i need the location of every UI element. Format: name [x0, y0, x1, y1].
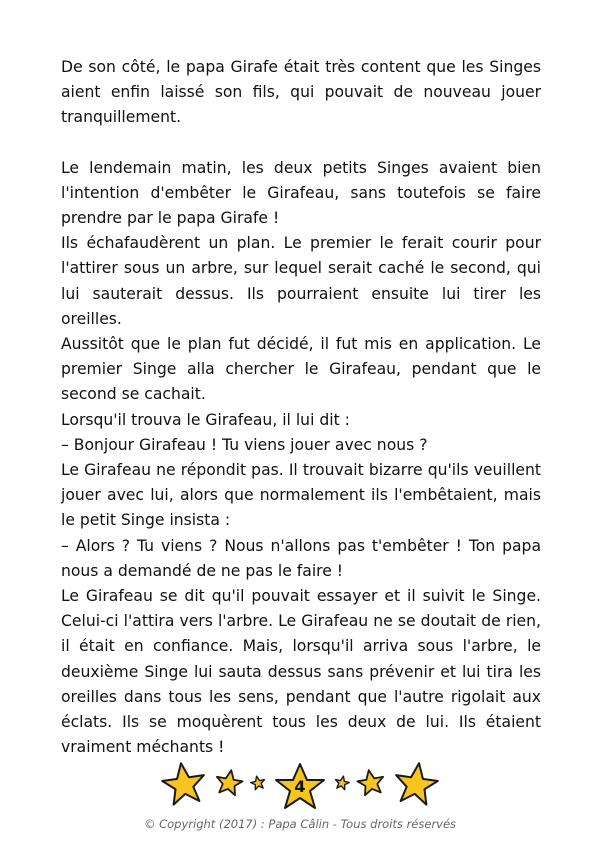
- star-icon: [393, 760, 440, 805]
- paragraph: Le Girafeau se dit qu'il pouvait essayer et il suivit le Singe. Celui-ci l'attira vers l'arbre. Le Girafeau ne se doutait de rien, il était en confiance. Mais, lorsqu'il arriva sous l'arbre, le deuxième Singe lui sauta dessus sans prévenir et lui tira les oreilles dans tous les sens, pendant que l'autre rigolait aux éclats. Ils se moquèrent tous les deux de lui. Ils étaient vraiment méchants !: [61, 587, 541, 757]
- dialogue-line: – Bonjour Girafeau ! Tu viens jouer avec nous ?: [61, 435, 428, 454]
- star-icon: [160, 760, 207, 805]
- page-number: 4: [294, 777, 306, 796]
- paragraph: De son côté, le papa Girafe était très content que les Singes aient enfin laissé son fils, qui pouvait de nouveau jouer tranquillement.: [61, 58, 541, 127]
- paragraph: Aussitôt que le plan fut décidé, il fut mis en application. Le premier Singe alla chercher le Girafeau, pendant que le second se cachait.: [61, 335, 541, 404]
- paragraph: Le lendemain matin, les deux petits Singes avaient bien l'intention d'embêter le Girafeau, sans toutefois se faire prendre par le papa Girafe !: [61, 158, 541, 228]
- star-icon: [356, 768, 386, 796]
- star-icon: [334, 775, 350, 791]
- star-icon: [214, 768, 244, 796]
- paragraph: Ils échafaudèrent un plan. Le premier le ferait courir pour l'attirer sous un arbre, sur lequel serait caché le second, qui lui sauterait dessus. Ils pourraient ensuite lui tirer les oreilles.: [61, 234, 541, 328]
- paragraph: Lorsqu'il trouva le Girafeau, il lui dit :: [61, 410, 350, 429]
- dialogue-line: – Alors ? Tu viens ? Nous n'allons pas t'embêter ! Ton papa nous a demandé de ne pas le faire !: [61, 536, 541, 580]
- star-icon: [250, 775, 266, 791]
- paragraph: Le Girafeau ne répondit pas. Il trouvait bizarre qu'ils veuillent jouer avec lui, alors que normalement ils l'embêtaient, mais le petit Singe insista :: [61, 461, 541, 530]
- story-text: [61, 55, 541, 760]
- copyright-notice: © Copyright (2017) : Papa Câlin - Tous droits réservés: [143, 817, 457, 831]
